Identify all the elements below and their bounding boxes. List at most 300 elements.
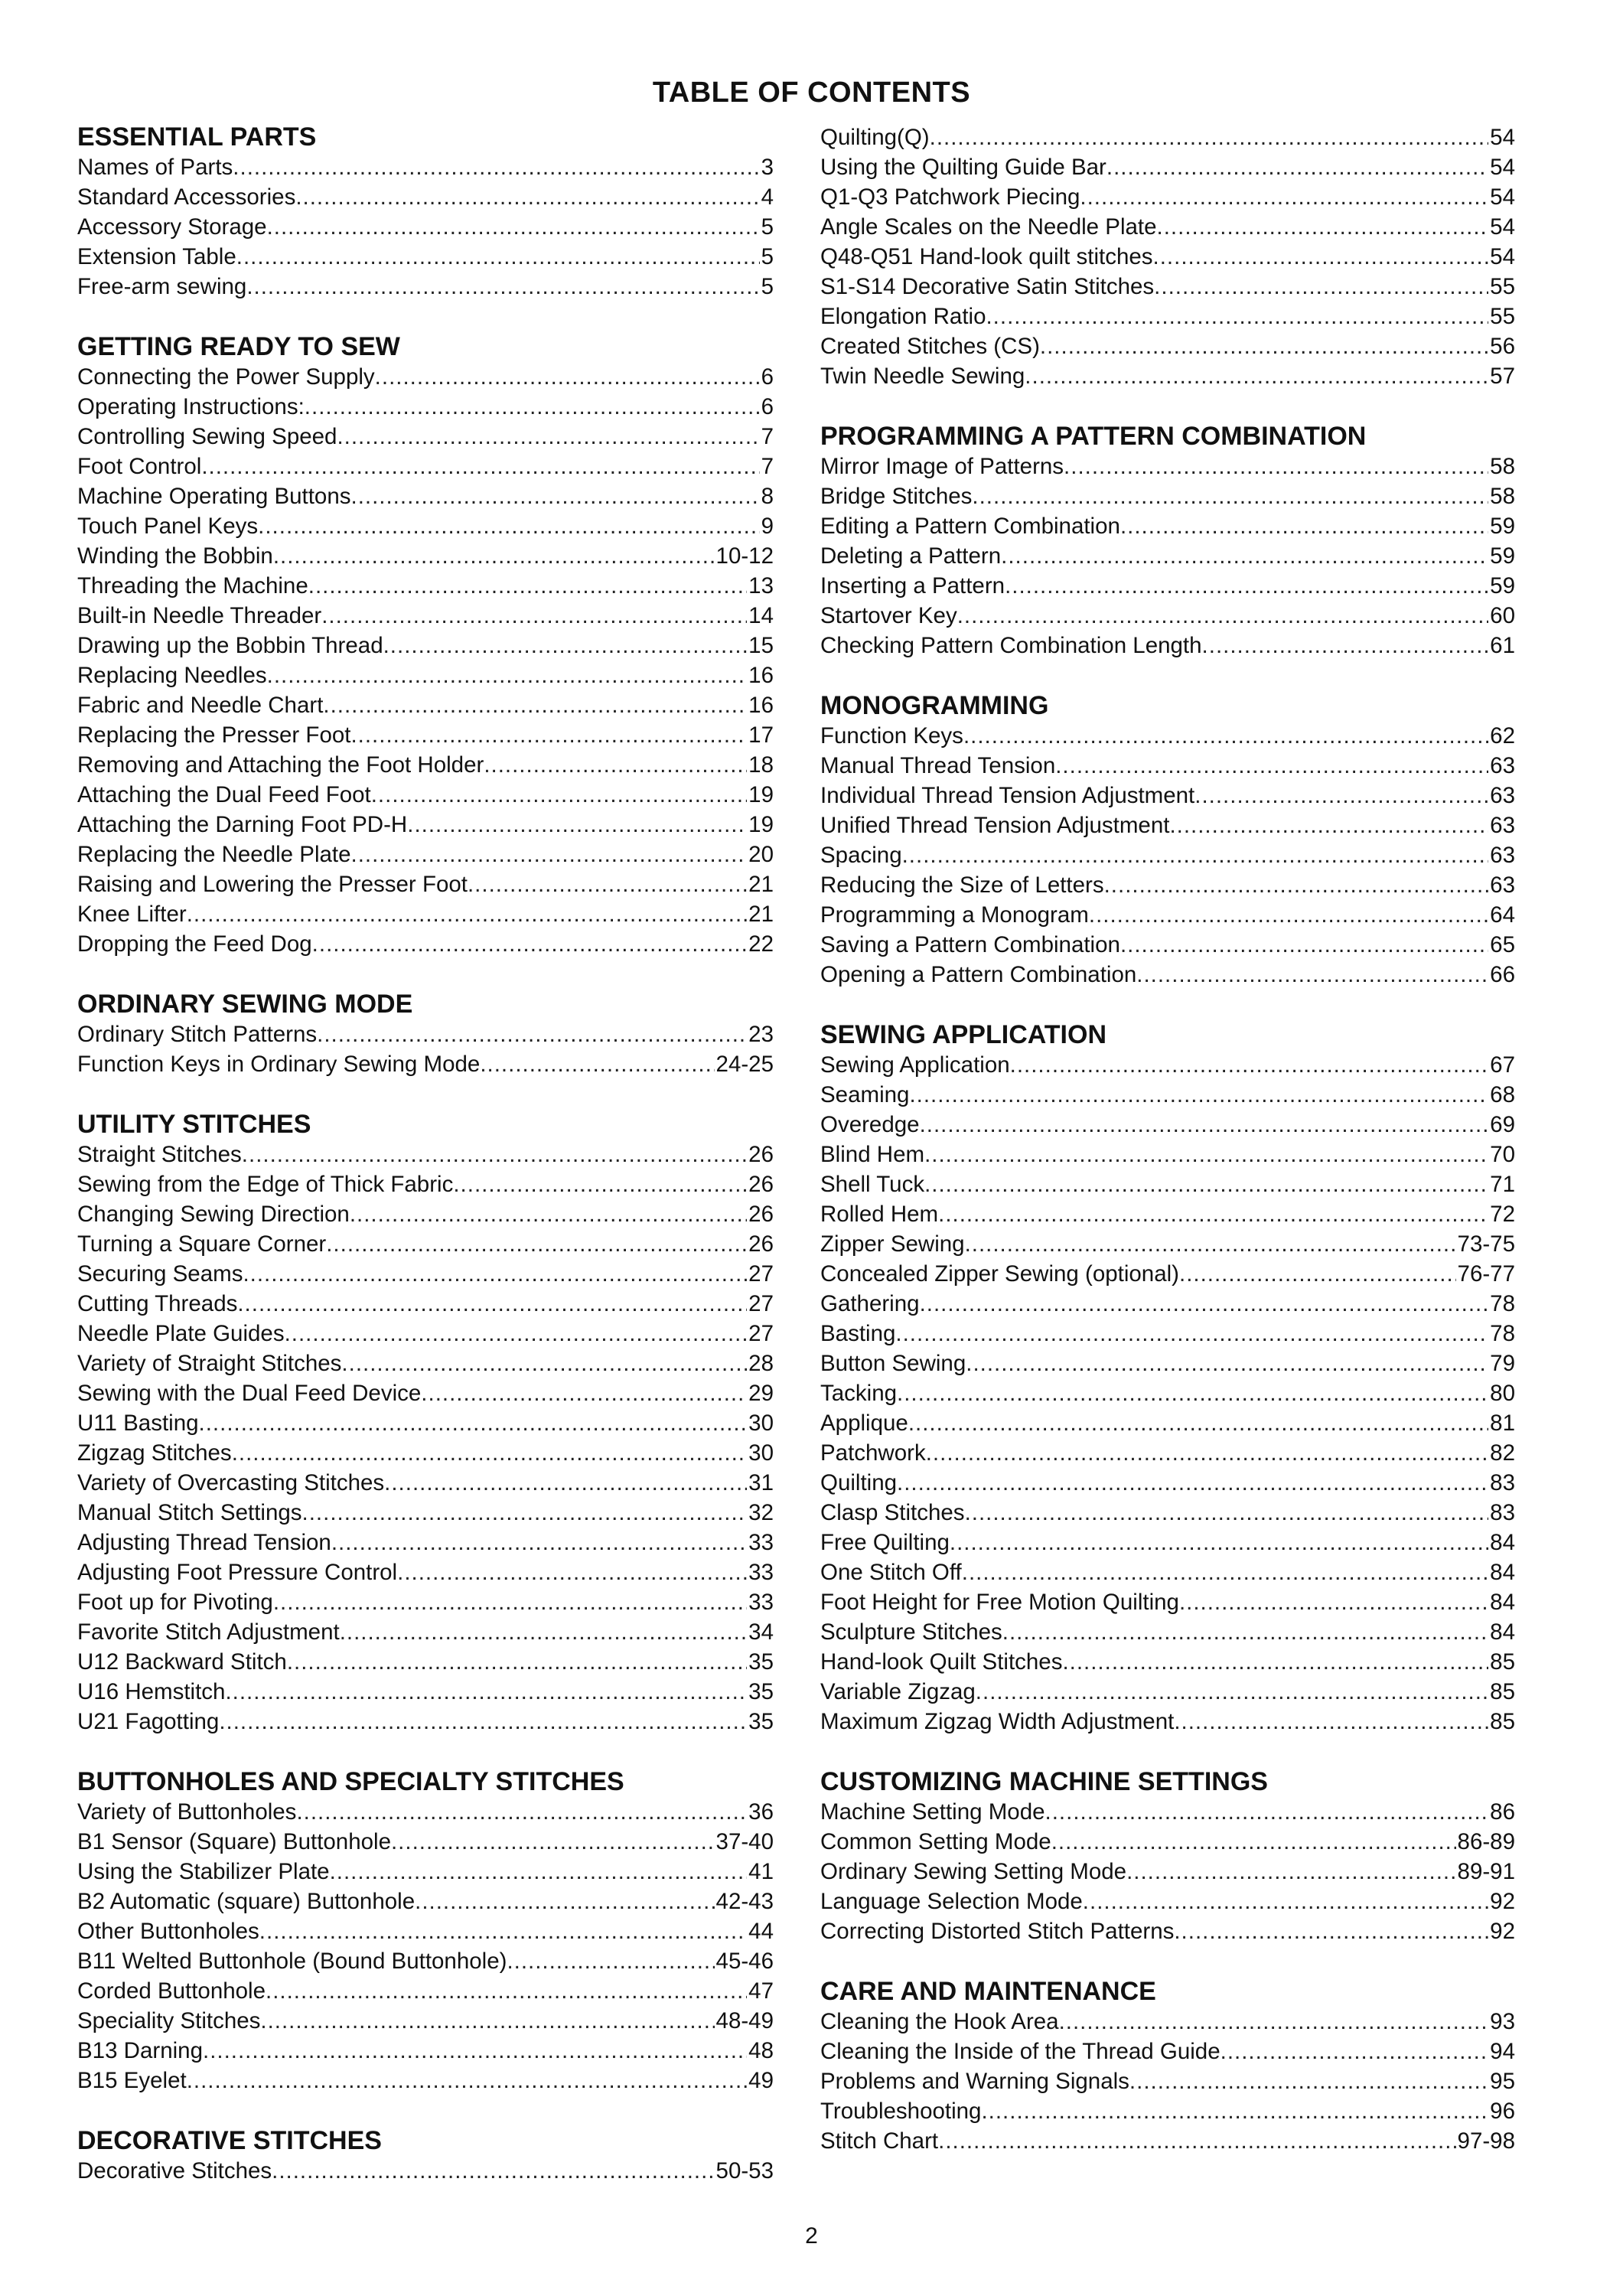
toc-entry-page: 6 [761,394,774,419]
toc-entry-page: 48 [748,2038,774,2063]
toc-entry [820,1916,1515,1946]
toc-entry-label: Variable Zigzag [820,1679,976,1704]
toc-entry-page: 10-12 [715,543,774,569]
dot-leader [1202,631,1489,660]
toc-entry-page: 84 [1490,1590,1515,1615]
toc-entry-label: Applique [820,1411,908,1436]
toc-entry [77,541,774,571]
toc-entry-label: Reducing the Size of Letters [820,872,1104,898]
toc-entry-label: Adjusting Foot Pressure Control [77,1560,398,1585]
toc-entry [77,1468,774,1498]
dot-leader [267,212,760,242]
toc-entry-label: Twin Needle Sewing [820,364,1025,389]
toc-entry [77,840,774,869]
toc-entry-label: Quilting [820,1470,898,1495]
toc-entry [77,1887,774,1916]
dot-leader [296,1797,747,1827]
toc-entry-page: 30 [748,1411,774,1436]
dot-leader [312,929,748,959]
toc-entry [820,2066,1515,2096]
toc-entry [820,212,1515,242]
toc-entry-page: 97-98 [1457,2128,1515,2154]
toc-entry-page: 64 [1490,902,1515,928]
toc-entry-page: 21 [748,902,774,927]
dot-leader [1174,1707,1488,1737]
toc-entry [77,1438,774,1468]
toc-entry-label: Zigzag Stitches [77,1440,232,1466]
toc-entry-page: 26 [748,1172,774,1197]
toc-entry-label: Checking Pattern Combination Length [820,633,1202,658]
dot-leader [1194,781,1488,810]
dot-leader [391,1827,715,1857]
toc-entry-page: 59 [1490,573,1515,598]
toc-entry-page: 63 [1490,813,1515,838]
toc-entry [820,1169,1515,1199]
dot-leader [273,541,715,571]
toc-entry-label: Sewing with the Dual Feed Device [77,1381,422,1406]
dot-leader [1055,751,1488,781]
toc-entry-label: Stitch Chart [820,2128,939,2154]
dot-leader [962,1557,1488,1587]
dot-leader [1174,1916,1488,1946]
toc-entry-page: 42-43 [715,1889,774,1914]
toc-entry [77,2156,774,2186]
dot-leader [1126,1857,1455,1887]
toc-entry [820,960,1515,990]
toc-entry-label: Using the Quilting Guide Bar [820,155,1106,180]
toc-entry-label: Angle Scales on the Needle Plate [820,214,1157,240]
toc-entry-label: Language Selection Mode [820,1889,1083,1914]
toc-entry [820,511,1515,541]
toc-entry-label: Names of Parts [77,155,233,180]
toc-section [820,691,1515,990]
toc-entry-page: 20 [748,842,774,867]
toc-entry-page: 16 [748,693,774,718]
toc-entry-label: Concealed Zipper Sewing (optional) [820,1261,1179,1287]
toc-entry-page: 63 [1490,783,1515,808]
toc-entry-page: 86-89 [1457,1829,1515,1854]
toc-entry [77,1289,774,1319]
toc-entry [820,810,1515,840]
toc-entry-label: B13 Darning [77,2038,203,2063]
toc-entry [820,122,1515,152]
toc-entry-page: 26 [748,1202,774,1227]
toc-entry [820,1647,1515,1677]
toc-entry-label: Free-arm sewing [77,274,247,299]
toc-entry-page: 26 [748,1142,774,1167]
toc-entry-page: 16 [748,663,774,688]
toc-section [820,1020,1515,1737]
toc-entry-label: Raising and Lowering the Presser Foot [77,872,468,897]
dot-leader [237,1289,747,1319]
toc-entry-label: Problems and Warning Signals [820,2069,1129,2094]
toc-entry [820,781,1515,810]
toc-entry [820,152,1515,182]
toc-entry [820,1140,1515,1169]
toc-entry [820,481,1515,511]
toc-entry-label: U12 Backward Stitch [77,1649,287,1675]
toc-entry-label: B1 Sensor (Square) Buttonhole [77,1829,391,1854]
toc-entry [77,422,774,452]
toc-entry-page: 9 [761,514,774,539]
toc-entry-label: Startover Key [820,603,957,628]
toc-entry-label: Threading the Machine [77,573,308,598]
toc-entry [820,2126,1515,2156]
dot-leader [341,1349,747,1378]
toc-entry [77,392,774,422]
toc-entry-label: Dropping the Feed Dog [77,931,312,957]
toc-entry-page: 59 [1490,514,1515,539]
toc-entry-label: Changing Sewing Direction [77,1202,350,1227]
toc-entry-page: 17 [748,722,774,748]
toc-entry [77,1916,774,1946]
toc-entry [77,1349,774,1378]
toc-entry-label: B15 Eyelet [77,2068,187,2093]
dot-leader [468,869,747,899]
toc-entry-page: 81 [1490,1411,1515,1436]
toc-entry [820,1050,1515,1080]
dot-leader [986,302,1488,331]
toc-entry-label: Created Stitches (CS) [820,334,1040,359]
toc-entry [820,331,1515,361]
dot-leader [1005,571,1488,601]
toc-entry-page: 78 [1490,1291,1515,1316]
toc-entry-label: B11 Welted Buttonhole (Bound Buttonhole) [77,1949,507,1974]
toc-entry-page: 84 [1490,1560,1515,1585]
dot-leader [1083,1887,1488,1916]
toc-entry-page: 18 [748,752,774,778]
toc-entry-page: 26 [748,1231,774,1257]
dot-leader [897,1378,1488,1408]
toc-entry-page: 57 [1490,364,1515,389]
toc-entry-page: 82 [1490,1440,1515,1466]
toc-section [77,122,774,302]
dot-leader [246,272,759,302]
toc-entry-page: 33 [748,1590,774,1615]
toc-entry-page: 60 [1490,603,1515,628]
toc-entry [77,750,774,780]
toc-entry [77,1199,774,1229]
dot-leader [351,840,748,869]
dot-leader [266,1976,747,2006]
dot-leader [1001,541,1488,571]
dot-leader [384,1468,747,1498]
dot-leader [507,1946,714,1976]
toc-entry-page: 78 [1490,1321,1515,1346]
dot-leader [225,1677,747,1707]
toc-entry [820,571,1515,601]
toc-entry-page: 85 [1490,1649,1515,1675]
toc-entry [820,930,1515,960]
section-heading: BUTTONHOLES AND SPECIALTY STITCHES [77,1767,624,1796]
toc-entry-page: 15 [748,633,774,658]
toc-entry-label: Machine Setting Mode [820,1799,1045,1825]
toc-left-column [77,122,774,2216]
toc-entry-page: 58 [1490,454,1515,479]
toc-entry [820,1349,1515,1378]
toc-entry-page: 31 [748,1470,774,1495]
toc-entry [77,780,774,810]
toc-entry-page: 80 [1490,1381,1515,1406]
toc-entry-page: 79 [1490,1351,1515,1376]
toc-entry-label: Winding the Bobbin [77,543,273,569]
toc-entry [77,571,774,601]
toc-entry-page: 44 [748,1919,774,1944]
dot-leader [976,1677,1488,1707]
toc-entry [820,541,1515,571]
dot-leader [920,1110,1489,1140]
dot-leader [323,690,747,720]
toc-entry-label: B2 Automatic (square) Buttonhole [77,1889,416,1914]
toc-entry [77,720,774,750]
dot-leader [233,152,759,182]
toc-entry-label: Touch Panel Keys [77,514,259,539]
toc-entry-label: Elongation Ratio [820,304,986,329]
toc-entry-page: 32 [748,1500,774,1525]
dot-leader [1179,1259,1456,1289]
toc-entry-page: 7 [761,454,774,479]
toc-entry [77,362,774,392]
toc-section [820,122,1515,391]
toc-entry [820,870,1515,900]
dot-leader [1064,452,1488,481]
dot-leader [415,1887,714,1916]
toc-entry-label: Unified Thread Tension Adjustment [820,813,1170,838]
toc-entry-page: 62 [1490,723,1515,748]
toc-entry-label: Manual Thread Tension [820,753,1056,778]
dot-leader [187,2066,747,2095]
toc-entry-page: 3 [761,155,774,180]
dot-leader [938,1199,1488,1229]
toc-entry [77,660,774,690]
dot-leader [965,1229,1456,1259]
toc-section [820,422,1515,660]
toc-entry [820,631,1515,660]
toc-entry-label: Spacing [820,843,902,868]
dot-leader [219,1707,747,1737]
dot-leader [897,1468,1488,1498]
toc-entry-page: 89-91 [1457,1859,1515,1884]
toc-entry [77,601,774,631]
toc-entry-page: 54 [1490,214,1515,240]
toc-entry-page: 33 [748,1560,774,1585]
toc-entry [820,1857,1515,1887]
toc-entry [820,1887,1515,1916]
toc-entry-page: 85 [1490,1709,1515,1734]
toc-entry [820,2037,1515,2066]
dot-leader [480,1049,714,1079]
toc-entry-label: Decorative Stitches [77,2158,272,2183]
dot-leader [453,1169,747,1199]
toc-entry-label: Correcting Distorted Stitch Patterns [820,1919,1175,1944]
dot-leader [295,182,759,212]
toc-entry-page: 48-49 [715,2008,774,2033]
toc-entry-label: Button Sewing [820,1351,966,1376]
dot-leader [1153,242,1489,272]
toc-entry [77,452,774,481]
dot-leader [407,810,747,840]
toc-entry [820,2007,1515,2037]
toc-entry-label: Operating Instructions: [77,394,305,419]
toc-entry [820,1378,1515,1408]
dot-leader [350,1199,747,1229]
toc-entry [77,1647,774,1677]
toc-entry-page: 84 [1490,1530,1515,1555]
toc-section [77,2126,774,2186]
dot-leader [330,1857,748,1887]
dot-leader [908,1408,1488,1438]
dot-leader [902,840,1489,870]
toc-entry [820,1229,1515,1259]
dot-leader [1025,361,1488,391]
toc-entry-label: Shell Tuck [820,1172,925,1197]
toc-entry-page: 34 [748,1619,774,1645]
dot-leader [302,1498,748,1528]
toc-section [77,1767,774,2095]
dot-leader [375,362,760,392]
toc-entry-label: Manual Stitch Settings [77,1500,302,1525]
dot-leader [1089,900,1488,930]
toc-entry [77,1319,774,1349]
toc-entry-page: 68 [1490,1082,1515,1107]
toc-entry [820,840,1515,870]
toc-entry-page: 5 [761,214,774,240]
page-title: TABLE OF CONTENTS [652,77,971,109]
dot-leader [273,1587,747,1617]
toc-entry [77,869,774,899]
toc-entry-label: Connecting the Power Supply [77,364,375,390]
toc-entry-label: U21 Fagotting [77,1709,220,1734]
toc-entry [77,899,774,929]
section-heading: DECORATIVE STITCHES [77,2126,382,2155]
toc-entry [77,1976,774,2006]
toc-entry-label: Knee Lifter [77,902,187,927]
toc-entry-label: U16 Hemstitch [77,1679,226,1704]
toc-entry-page: 14 [748,603,774,628]
toc-entry [820,1528,1515,1557]
dot-leader [308,571,747,601]
toc-entry-label: Replacing Needles [77,663,267,688]
toc-entry [820,361,1515,391]
dot-leader [1136,960,1488,990]
toc-entry-label: Q1-Q3 Patchwork Piecing [820,184,1080,210]
toc-entry [77,1528,774,1557]
toc-entry-label: S1-S14 Decorative Satin Stitches [820,274,1155,299]
toc-entry-label: Individual Thread Tension Adjustment [820,783,1195,808]
toc-entry [77,690,774,720]
toc-entry-label: Removing and Attaching the Foot Holder [77,752,484,778]
toc-section [77,990,774,1079]
toc-entry-label: Attaching the Dual Feed Foot [77,782,371,807]
dot-leader [1129,2066,1488,2096]
dot-leader [371,780,747,810]
dot-leader [331,1528,747,1557]
toc-entry-label: Blind Hem [820,1142,925,1167]
dot-leader [1179,1587,1488,1617]
toc-entry-page: 66 [1490,962,1515,987]
dot-leader [966,1349,1488,1378]
toc-entry [820,1110,1515,1140]
dot-leader [337,422,759,452]
toc-entry [820,242,1515,272]
toc-entry [820,1319,1515,1349]
dot-leader [267,660,748,690]
toc-entry-label: Deleting a Pattern [820,543,1002,569]
toc-entry [77,481,774,511]
toc-entry-page: 19 [748,812,774,837]
toc-entry [77,1857,774,1887]
toc-entry-page: 83 [1490,1500,1515,1525]
toc-entry-label: Editing a Pattern Combination [820,514,1120,539]
toc-entry-label: Zipper Sewing [820,1231,965,1257]
toc-entry-page: 6 [761,364,774,390]
toc-entry-label: Variety of Overcasting Stitches [77,1470,385,1495]
toc-entry [77,1229,774,1259]
dot-leader [1080,182,1488,212]
dot-leader [1104,870,1489,900]
toc-entry-page: 13 [748,573,774,598]
dot-leader [260,2006,714,2036]
toc-entry-page: 54 [1490,184,1515,210]
toc-entry-page: 92 [1490,1889,1515,1914]
toc-entry-label: Built-in Needle Threader [77,603,322,628]
toc-entry [820,302,1515,331]
dot-leader [938,2126,1455,2156]
section-heading: CUSTOMIZING MACHINE SETTINGS [820,1767,1268,1796]
toc-entry-label: Replacing the Needle Plate [77,842,351,867]
section-heading: ORDINARY SEWING MODE [77,990,413,1019]
toc-entry-label: Tacking [820,1381,898,1406]
toc-entry-page: 50-53 [715,2158,774,2183]
toc-entry-page: 63 [1490,843,1515,868]
toc-entry-label: Overedge [820,1112,920,1137]
toc-entry-label: Gathering [820,1291,920,1316]
toc-entry [820,272,1515,302]
toc-entry-page: 63 [1490,872,1515,898]
toc-entry-label: Fabric and Needle Chart [77,693,324,718]
toc-entry-page: 45-46 [715,1949,774,1974]
section-heading: GETTING READY TO SEW [77,332,400,361]
toc-entry [77,1378,774,1408]
toc-entry-page: 85 [1490,1679,1515,1704]
toc-entry-page: 24-25 [715,1052,774,1077]
dot-leader [305,392,760,422]
dot-leader [285,1319,748,1349]
dot-leader [950,1528,1488,1557]
dot-leader [963,721,1488,751]
toc-entry [820,1498,1515,1528]
dot-leader [957,601,1488,631]
toc-entry [77,929,774,959]
toc-entry-label: Favorite Stitch Adjustment [77,1619,340,1645]
dot-leader [909,1080,1488,1110]
toc-right-column [820,122,1515,2187]
toc-entry [77,810,774,840]
toc-entry-label: Controlling Sewing Speed [77,424,337,449]
toc-entry-page: 65 [1490,932,1515,957]
toc-entry-page: 92 [1490,1919,1515,1944]
toc-entry-page: 7 [761,424,774,449]
dot-leader [272,2156,714,2186]
dot-leader [924,1169,1488,1199]
dot-leader [1106,152,1488,182]
toc-entry-label: Turning a Square Corner [77,1231,327,1257]
toc-entry-page: 86 [1490,1799,1515,1825]
toc-entry-label: Opening a Pattern Combination [820,962,1137,987]
dot-leader [930,122,1489,152]
dot-leader [1120,511,1488,541]
toc-entry-page: 59 [1490,543,1515,569]
